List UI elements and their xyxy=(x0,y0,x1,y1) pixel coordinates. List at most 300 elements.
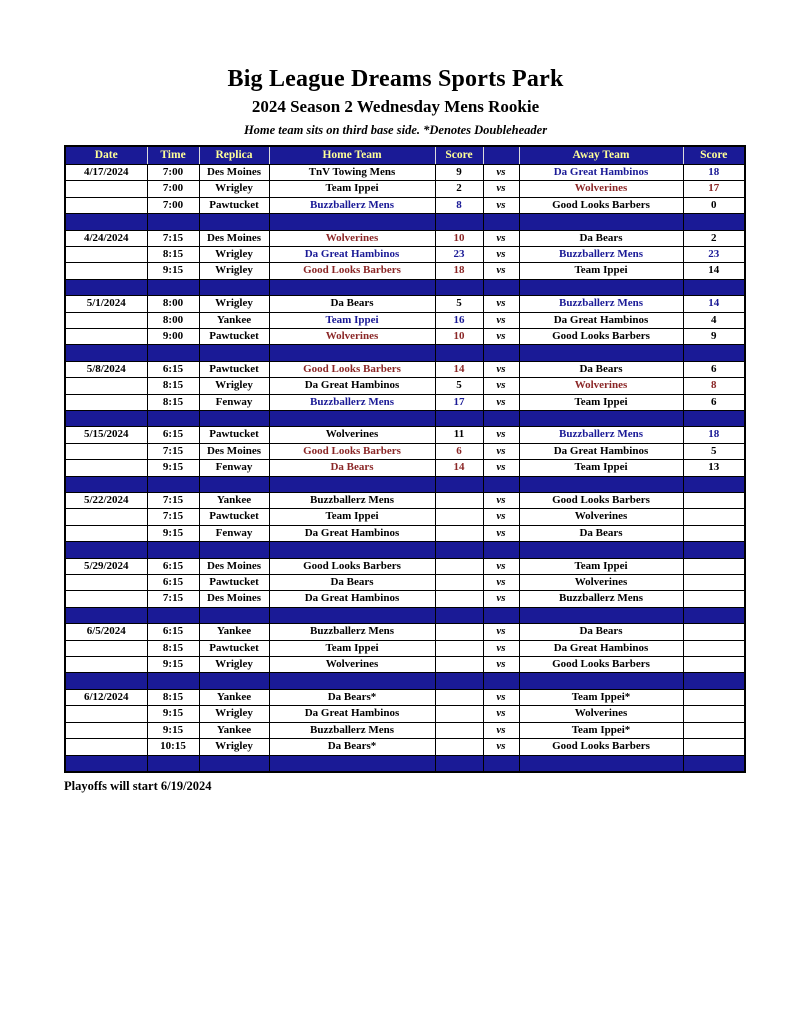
game-row xyxy=(65,706,745,722)
home-score-cell xyxy=(435,657,483,673)
home-score-cell: 10 xyxy=(435,230,483,246)
game-row xyxy=(65,443,745,459)
home-team-cell: Da Bears xyxy=(269,460,435,476)
separator-cell xyxy=(483,214,519,230)
away-score-cell: 5 xyxy=(683,443,745,459)
separator-cell xyxy=(147,542,199,558)
separator-cell xyxy=(65,345,147,361)
home-team-cell: Team Ippei xyxy=(269,509,435,525)
separator-cell xyxy=(519,214,683,230)
date-cell xyxy=(65,657,147,673)
vs-cell: vs xyxy=(483,394,519,410)
separator-cell xyxy=(519,345,683,361)
home-score-cell xyxy=(435,640,483,656)
away-score-cell xyxy=(683,525,745,541)
game-row xyxy=(65,394,745,410)
time-cell: 6:15 xyxy=(147,624,199,640)
home-score-cell: 18 xyxy=(435,263,483,279)
home-score-cell xyxy=(435,525,483,541)
separator-cell xyxy=(147,476,199,492)
away-score-cell: 13 xyxy=(683,460,745,476)
home-score-cell xyxy=(435,558,483,574)
away-score-cell: 4 xyxy=(683,312,745,328)
separator-cell xyxy=(683,542,745,558)
away-team-cell: Da Great Hambinos xyxy=(519,165,683,181)
home-team-cell: Buzzballerz Mens xyxy=(269,197,435,213)
vs-cell: vs xyxy=(483,443,519,459)
separator-cell xyxy=(269,673,435,689)
away-score-cell xyxy=(683,558,745,574)
time-cell: 7:00 xyxy=(147,197,199,213)
separator-cell xyxy=(483,673,519,689)
time-cell: 6:15 xyxy=(147,427,199,443)
separator-cell xyxy=(483,279,519,295)
home-score-cell xyxy=(435,624,483,640)
separator-cell xyxy=(199,214,269,230)
vs-cell: vs xyxy=(483,181,519,197)
replica-cell: Wrigley xyxy=(199,706,269,722)
away-team-cell: Wolverines xyxy=(519,378,683,394)
home-team-cell: Da Great Hambinos xyxy=(269,525,435,541)
separator-cell xyxy=(65,411,147,427)
game-row xyxy=(65,197,745,213)
home-team-cell: Da Great Hambinos xyxy=(269,247,435,263)
away-team-cell: Wolverines xyxy=(519,509,683,525)
away-team-cell: Team Ippei* xyxy=(519,689,683,705)
vs-cell: vs xyxy=(483,739,519,755)
separator-cell xyxy=(269,542,435,558)
time-cell: 8:15 xyxy=(147,378,199,394)
replica-cell: Des Moines xyxy=(199,591,269,607)
replica-cell: Pawtucket xyxy=(199,361,269,377)
away-score-cell: 6 xyxy=(683,394,745,410)
vs-cell: vs xyxy=(483,378,519,394)
separator-cell xyxy=(519,607,683,623)
date-cell xyxy=(65,575,147,591)
vs-cell: vs xyxy=(483,247,519,263)
home-team-cell: Good Looks Barbers xyxy=(269,558,435,574)
replica-cell: Pawtucket xyxy=(199,329,269,345)
separator-cell xyxy=(199,542,269,558)
date-cell: 5/29/2024 xyxy=(65,558,147,574)
home-score-cell: 5 xyxy=(435,296,483,312)
date-cell xyxy=(65,509,147,525)
home-team-cell: TnV Towing Mens xyxy=(269,165,435,181)
separator-cell xyxy=(683,607,745,623)
separator-cell xyxy=(147,607,199,623)
separator-cell xyxy=(435,279,483,295)
away-team-cell: Team Ippei xyxy=(519,460,683,476)
time-cell: 7:15 xyxy=(147,509,199,525)
away-score-cell: 0 xyxy=(683,197,745,213)
time-cell: 6:15 xyxy=(147,558,199,574)
separator-cell xyxy=(147,214,199,230)
replica-cell: Yankee xyxy=(199,722,269,738)
separator-row xyxy=(65,607,745,623)
home-team-cell: Wolverines xyxy=(269,329,435,345)
date-cell xyxy=(65,247,147,263)
home-team-cell: Da Bears xyxy=(269,296,435,312)
away-team-cell: Good Looks Barbers xyxy=(519,197,683,213)
away-score-cell: 18 xyxy=(683,427,745,443)
separator-cell xyxy=(269,279,435,295)
home-score-cell: 10 xyxy=(435,329,483,345)
away-team-cell: Buzzballerz Mens xyxy=(519,247,683,263)
home-score-cell xyxy=(435,509,483,525)
time-cell: 9:15 xyxy=(147,263,199,279)
time-cell: 9:00 xyxy=(147,329,199,345)
date-cell xyxy=(65,722,147,738)
page-subtitle: 2024 Season 2 Wednesday Mens Rookie xyxy=(251,97,540,116)
home-team-cell: Buzzballerz Mens xyxy=(269,624,435,640)
vs-cell: vs xyxy=(483,591,519,607)
away-team-cell: Good Looks Barbers xyxy=(519,657,683,673)
game-row xyxy=(65,509,745,525)
time-cell: 7:00 xyxy=(147,165,199,181)
separator-cell xyxy=(147,279,199,295)
replica-cell: Pawtucket xyxy=(199,640,269,656)
home-team-cell: Buzzballerz Mens xyxy=(269,493,435,509)
home-team-cell: Good Looks Barbers xyxy=(269,361,435,377)
separator-cell xyxy=(435,542,483,558)
away-team-cell: Da Bears xyxy=(519,230,683,246)
separator-cell xyxy=(65,755,147,772)
time-cell: 7:15 xyxy=(147,443,199,459)
separator-cell xyxy=(435,411,483,427)
date-cell: 4/24/2024 xyxy=(65,230,147,246)
separator-cell xyxy=(483,607,519,623)
home-team-cell: Da Great Hambinos xyxy=(269,591,435,607)
time-cell: 6:15 xyxy=(147,575,199,591)
separator-cell xyxy=(65,673,147,689)
separator-row xyxy=(65,214,745,230)
replica-cell: Yankee xyxy=(199,493,269,509)
replica-cell: Yankee xyxy=(199,624,269,640)
away-score-cell: 14 xyxy=(683,263,745,279)
home-score-cell xyxy=(435,493,483,509)
time-cell: 10:15 xyxy=(147,739,199,755)
vs-cell: vs xyxy=(483,263,519,279)
replica-cell: Des Moines xyxy=(199,165,269,181)
vs-cell: vs xyxy=(483,165,519,181)
game-row xyxy=(65,624,745,640)
separator-cell xyxy=(199,755,269,772)
away-score-cell: 8 xyxy=(683,378,745,394)
replica-cell: Wrigley xyxy=(199,296,269,312)
separator-cell xyxy=(519,476,683,492)
time-cell: 6:15 xyxy=(147,361,199,377)
vs-cell: vs xyxy=(483,689,519,705)
separator-row xyxy=(65,542,745,558)
vs-cell: vs xyxy=(483,509,519,525)
home-score-cell: 8 xyxy=(435,197,483,213)
vs-cell: vs xyxy=(483,427,519,443)
col-header-away-score: Score xyxy=(683,146,745,165)
home-team-cell: Team Ippei xyxy=(269,181,435,197)
separator-cell xyxy=(483,476,519,492)
time-cell: 9:15 xyxy=(147,525,199,541)
away-team-cell: Team Ippei xyxy=(519,558,683,574)
away-score-cell xyxy=(683,509,745,525)
date-cell xyxy=(65,460,147,476)
game-row xyxy=(65,722,745,738)
date-cell: 5/15/2024 xyxy=(65,427,147,443)
away-team-cell: Team Ippei* xyxy=(519,722,683,738)
page-note: Home team sits on third base side. *Denotes Doubleheader xyxy=(243,123,548,137)
separator-cell xyxy=(269,755,435,772)
separator-cell xyxy=(519,279,683,295)
game-row xyxy=(65,230,745,246)
date-cell xyxy=(65,706,147,722)
game-row xyxy=(65,591,745,607)
replica-cell: Wrigley xyxy=(199,247,269,263)
separator-cell xyxy=(435,476,483,492)
away-score-cell: 23 xyxy=(683,247,745,263)
vs-cell: vs xyxy=(483,493,519,509)
date-cell xyxy=(65,591,147,607)
away-team-cell: Good Looks Barbers xyxy=(519,329,683,345)
time-cell: 8:15 xyxy=(147,689,199,705)
replica-cell: Fenway xyxy=(199,525,269,541)
vs-cell: vs xyxy=(483,525,519,541)
separator-cell xyxy=(435,607,483,623)
separator-cell xyxy=(683,411,745,427)
table-header-row xyxy=(65,146,745,165)
col-header-home-team: Home Team xyxy=(269,146,435,165)
time-cell: 7:00 xyxy=(147,181,199,197)
away-team-cell: Buzzballerz Mens xyxy=(519,427,683,443)
date-cell xyxy=(65,739,147,755)
separator-cell xyxy=(199,411,269,427)
vs-cell: vs xyxy=(483,230,519,246)
game-row xyxy=(65,361,745,377)
replica-cell: Wrigley xyxy=(199,181,269,197)
away-score-cell: 14 xyxy=(683,296,745,312)
separator-cell xyxy=(683,476,745,492)
separator-row xyxy=(65,411,745,427)
away-score-cell xyxy=(683,493,745,509)
vs-cell: vs xyxy=(483,657,519,673)
away-team-cell: Da Great Hambinos xyxy=(519,443,683,459)
separator-row xyxy=(65,345,745,361)
replica-cell: Fenway xyxy=(199,460,269,476)
replica-cell: Yankee xyxy=(199,312,269,328)
separator-row xyxy=(65,673,745,689)
away-team-cell: Good Looks Barbers xyxy=(519,493,683,509)
replica-cell: Wrigley xyxy=(199,739,269,755)
time-cell: 9:15 xyxy=(147,706,199,722)
date-cell xyxy=(65,181,147,197)
home-team-cell: Buzzballerz Mens xyxy=(269,394,435,410)
home-team-cell: Team Ippei xyxy=(269,312,435,328)
replica-cell: Pawtucket xyxy=(199,575,269,591)
home-team-cell: Da Bears xyxy=(269,575,435,591)
game-row xyxy=(65,247,745,263)
vs-cell: vs xyxy=(483,706,519,722)
home-score-cell: 14 xyxy=(435,460,483,476)
time-cell: 9:15 xyxy=(147,657,199,673)
col-header-time: Time xyxy=(147,146,199,165)
date-cell xyxy=(65,640,147,656)
separator-cell xyxy=(65,607,147,623)
game-row xyxy=(65,181,745,197)
separator-cell xyxy=(65,542,147,558)
separator-row xyxy=(65,755,745,772)
date-cell: 6/5/2024 xyxy=(65,624,147,640)
separator-cell xyxy=(683,755,745,772)
separator-cell xyxy=(483,755,519,772)
away-score-cell: 2 xyxy=(683,230,745,246)
game-row xyxy=(65,460,745,476)
game-row xyxy=(65,575,745,591)
separator-cell xyxy=(435,673,483,689)
away-score-cell xyxy=(683,739,745,755)
separator-cell xyxy=(199,476,269,492)
away-score-cell xyxy=(683,657,745,673)
separator-cell xyxy=(199,673,269,689)
home-score-cell xyxy=(435,591,483,607)
date-cell xyxy=(65,329,147,345)
home-score-cell: 11 xyxy=(435,427,483,443)
game-row xyxy=(65,640,745,656)
replica-cell: Wrigley xyxy=(199,657,269,673)
away-score-cell xyxy=(683,689,745,705)
home-team-cell: Buzzballerz Mens xyxy=(269,722,435,738)
separator-cell xyxy=(683,673,745,689)
time-cell: 8:00 xyxy=(147,312,199,328)
replica-cell: Fenway xyxy=(199,394,269,410)
game-row xyxy=(65,657,745,673)
page-title: Big League Dreams Sports Park xyxy=(227,66,564,92)
date-cell xyxy=(65,312,147,328)
vs-cell: vs xyxy=(483,722,519,738)
date-cell xyxy=(65,197,147,213)
away-score-cell xyxy=(683,640,745,656)
away-team-cell: Wolverines xyxy=(519,181,683,197)
home-team-cell: Team Ippei xyxy=(269,640,435,656)
vs-cell: vs xyxy=(483,575,519,591)
away-team-cell: Wolverines xyxy=(519,706,683,722)
separator-cell xyxy=(483,345,519,361)
replica-cell: Pawtucket xyxy=(199,427,269,443)
date-cell xyxy=(65,263,147,279)
replica-cell: Wrigley xyxy=(199,263,269,279)
date-cell xyxy=(65,525,147,541)
home-team-cell: Da Bears* xyxy=(269,739,435,755)
away-score-cell xyxy=(683,706,745,722)
separator-cell xyxy=(519,542,683,558)
time-cell: 7:15 xyxy=(147,591,199,607)
col-header-home-score: Score xyxy=(435,146,483,165)
away-team-cell: Buzzballerz Mens xyxy=(519,296,683,312)
separator-cell xyxy=(147,755,199,772)
date-cell: 5/22/2024 xyxy=(65,493,147,509)
time-cell: 8:15 xyxy=(147,640,199,656)
away-team-cell: Da Bears xyxy=(519,525,683,541)
separator-cell xyxy=(199,607,269,623)
separator-cell xyxy=(199,279,269,295)
home-score-cell: 5 xyxy=(435,378,483,394)
time-cell: 8:00 xyxy=(147,296,199,312)
separator-cell xyxy=(683,279,745,295)
time-cell: 7:15 xyxy=(147,230,199,246)
game-row xyxy=(65,558,745,574)
date-cell: 5/1/2024 xyxy=(65,296,147,312)
separator-cell xyxy=(147,411,199,427)
game-row xyxy=(65,493,745,509)
away-team-cell: Team Ippei xyxy=(519,394,683,410)
home-score-cell: 23 xyxy=(435,247,483,263)
time-cell: 8:15 xyxy=(147,394,199,410)
date-cell xyxy=(65,394,147,410)
home-team-cell: Da Great Hambinos xyxy=(269,378,435,394)
separator-cell xyxy=(269,411,435,427)
date-cell: 6/12/2024 xyxy=(65,689,147,705)
separator-row xyxy=(65,476,745,492)
time-cell: 8:15 xyxy=(147,247,199,263)
home-score-cell xyxy=(435,575,483,591)
away-team-cell: Da Bears xyxy=(519,361,683,377)
home-team-cell: Da Bears* xyxy=(269,689,435,705)
home-score-cell xyxy=(435,706,483,722)
separator-cell xyxy=(65,476,147,492)
game-row xyxy=(65,312,745,328)
separator-cell xyxy=(435,214,483,230)
away-team-cell: Da Great Hambinos xyxy=(519,312,683,328)
away-score-cell xyxy=(683,575,745,591)
home-score-cell: 2 xyxy=(435,181,483,197)
separator-cell xyxy=(519,755,683,772)
game-row xyxy=(65,739,745,755)
away-score-cell: 6 xyxy=(683,361,745,377)
vs-cell: vs xyxy=(483,312,519,328)
replica-cell: Yankee xyxy=(199,689,269,705)
separator-cell xyxy=(199,345,269,361)
playoffs-note: Playoffs will start 6/19/2024 xyxy=(64,778,212,793)
separator-cell xyxy=(435,755,483,772)
game-row xyxy=(65,165,745,181)
separator-cell xyxy=(269,214,435,230)
away-score-cell xyxy=(683,624,745,640)
home-team-cell: Wolverines xyxy=(269,427,435,443)
separator-cell xyxy=(483,411,519,427)
home-team-cell: Da Great Hambinos xyxy=(269,706,435,722)
game-row xyxy=(65,263,745,279)
away-score-cell xyxy=(683,722,745,738)
time-cell: 9:15 xyxy=(147,460,199,476)
home-team-cell: Good Looks Barbers xyxy=(269,443,435,459)
game-row xyxy=(65,378,745,394)
separator-cell xyxy=(519,411,683,427)
separator-cell xyxy=(147,673,199,689)
separator-cell xyxy=(65,279,147,295)
away-team-cell: Da Great Hambinos xyxy=(519,640,683,656)
home-score-cell: 16 xyxy=(435,312,483,328)
away-score-cell: 18 xyxy=(683,165,745,181)
vs-cell: vs xyxy=(483,460,519,476)
separator-cell xyxy=(269,607,435,623)
game-row xyxy=(65,427,745,443)
separator-cell xyxy=(519,673,683,689)
home-score-cell: 9 xyxy=(435,165,483,181)
home-score-cell: 17 xyxy=(435,394,483,410)
date-cell xyxy=(65,443,147,459)
away-score-cell xyxy=(683,591,745,607)
col-header-replica: Replica xyxy=(199,146,269,165)
replica-cell: Pawtucket xyxy=(199,509,269,525)
game-row xyxy=(65,525,745,541)
separator-cell xyxy=(147,345,199,361)
